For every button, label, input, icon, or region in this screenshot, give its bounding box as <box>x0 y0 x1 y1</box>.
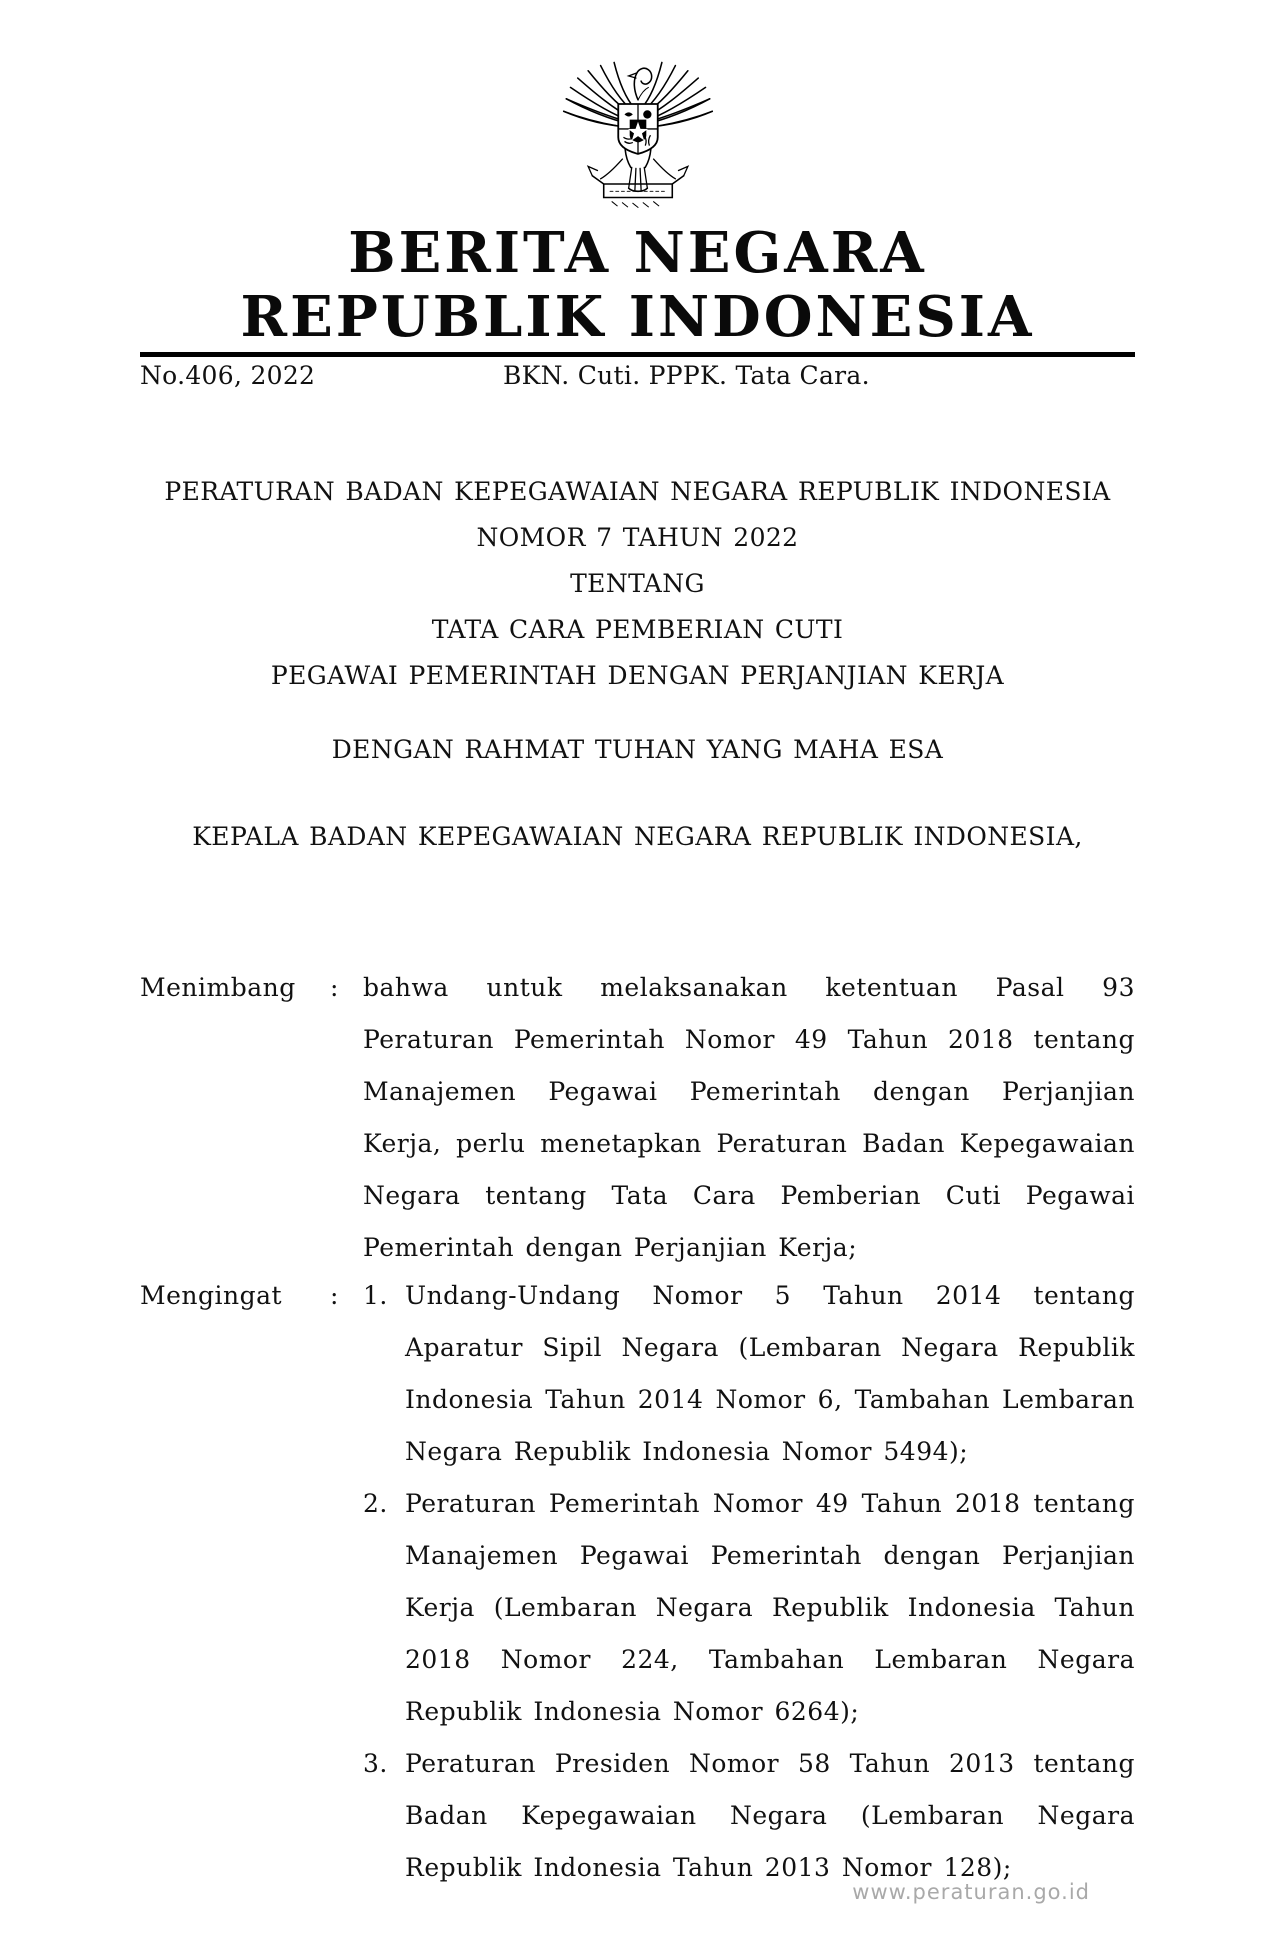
reference-number: 1. <box>363 1281 388 1310</box>
clause-separator: : <box>330 1281 339 1310</box>
reference-item <box>363 1270 1135 1478</box>
masthead-line2: REPUBLIK INDONESIA <box>240 284 1035 350</box>
reference-text: Peraturan Pemerintah Nomor 49 Tahun 2018 tentang Manajemen Pegawai Pemerintah dengan Perjanjian Kerja (Lembaran Negara Republik Indonesia Tahun 2018 Nomor 224, Tambahan Lembaran Negara Republik Indonesia Nomor 6264); <box>405 1489 1135 1726</box>
reference-number: 3. <box>363 1749 388 1778</box>
regulation-title <box>140 469 1135 699</box>
gazette-number: No.406, 2022 <box>140 361 316 390</box>
reference-text: Peraturan Presiden Nomor 58 Tahun 2013 tentang Badan Kepegawaian Negara (Lembaran Negara Republik Indonesia Tahun 2013 Nomor 128); <box>405 1749 1135 1882</box>
gazette-subject: BKN. Cuti. PPPK. Tata Cara. <box>503 361 870 390</box>
footer-watermark: www.peraturan.go.id <box>852 1880 1090 1904</box>
masthead <box>0 221 1275 349</box>
title-line-2: NOMOR 7 TAHUN 2022 <box>476 523 799 552</box>
emblem-container <box>0 50 1275 210</box>
masthead-line1: BERITA NEGARA <box>348 220 927 286</box>
invocation-line: DENGAN RAHMAT TUHAN YANG MAHA ESA <box>331 735 944 764</box>
clause-mengingat <box>140 1270 1135 1894</box>
garuda-pancasila-icon <box>560 50 716 210</box>
clause-paragraph: bahwa untuk melaksanakan ketentuan Pasal 93 Peraturan Pemerintah Nomor 49 Tahun 2018 tentang Manajemen Pegawai Pemerintah dengan Perjanjian Kerja, perlu menetapkan Peraturan Badan Kepegawaian Negara tentang Tata Cara Pemberian Cuti Pegawai Pemerintah dengan Perjanjian Kerja; <box>363 973 1135 1262</box>
title-line-1: PERATURAN BADAN KEPEGAWAIAN NEGARA REPUBLIK INDONESIA <box>164 477 1111 506</box>
issuing-officer-line: KEPALA BADAN KEPEGAWAIAN NEGARA REPUBLIK INDONESIA, <box>192 822 1083 851</box>
clause-menimbang <box>140 962 1135 1274</box>
reference-number: 2. <box>363 1489 388 1518</box>
clause-separator: : <box>330 973 339 1002</box>
reference-text: Undang-Undang Nomor 5 Tahun 2014 tentang Aparatur Sipil Negara (Lembaran Negara Republik Indonesia Tahun 2014 Nomor 6, Tambahan Lembaran Negara Republik Indonesia Nomor 5494); <box>405 1281 1135 1466</box>
title-line-4: TATA CARA PEMBERIAN CUTI <box>431 615 844 644</box>
reference-item <box>363 1738 1135 1894</box>
title-line-3: TENTANG <box>570 569 705 598</box>
clause-reference-list <box>363 1270 1135 1894</box>
title-line-5: PEGAWAI PEMERINTAH DENGAN PERJANJIAN KERJA <box>270 661 1005 690</box>
clause-label: Menimbang <box>140 973 296 1002</box>
masthead-divider <box>140 352 1135 357</box>
clause-label: Mengingat <box>140 1281 283 1310</box>
reference-item <box>363 1478 1135 1738</box>
